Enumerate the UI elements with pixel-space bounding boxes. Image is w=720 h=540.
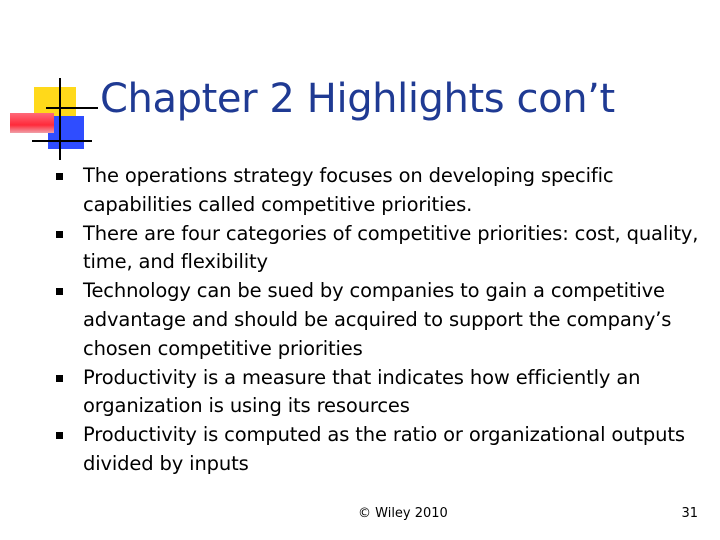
square-bullet-icon xyxy=(56,231,63,238)
decorative-logo xyxy=(0,0,100,170)
bullet-text: Productivity is a measure that indicates how efficiently an organization is using its resources xyxy=(83,365,641,418)
logo-horizontal-line-top xyxy=(46,107,98,109)
page-number: 31 xyxy=(681,506,698,521)
logo-horizontal-line-bottom xyxy=(32,140,92,142)
bullet-text: The operations strategy focuses on developing specific capabilities called competitive priorities. xyxy=(83,164,614,216)
bullet-item xyxy=(56,421,706,479)
bullet-item xyxy=(56,364,706,422)
bullet-text: There are four categories of competitive priorities: cost, quality, time, and flexibility xyxy=(83,221,699,274)
bullet-list xyxy=(56,162,706,479)
square-bullet-icon xyxy=(56,432,63,439)
bullet-item xyxy=(56,277,706,363)
square-bullet-icon xyxy=(56,173,63,180)
bullet-text: Technology can be sued by companies to gain a competitive advantage and should be acquired to support the company’s chosen competitive priorities xyxy=(83,279,672,360)
square-bullet-icon xyxy=(56,288,63,295)
bullet-item xyxy=(56,220,706,278)
footer-copyright: © Wiley 2010 xyxy=(358,506,448,521)
slide-title: Chapter 2 Highlights con’t xyxy=(100,76,615,122)
square-bullet-icon xyxy=(56,375,63,382)
bullet-item xyxy=(56,162,706,220)
logo-vertical-line xyxy=(59,78,61,160)
logo-red-bar xyxy=(10,113,54,133)
bullet-text: Productivity is computed as the ratio or organizational outputs divided by inputs xyxy=(83,423,685,475)
